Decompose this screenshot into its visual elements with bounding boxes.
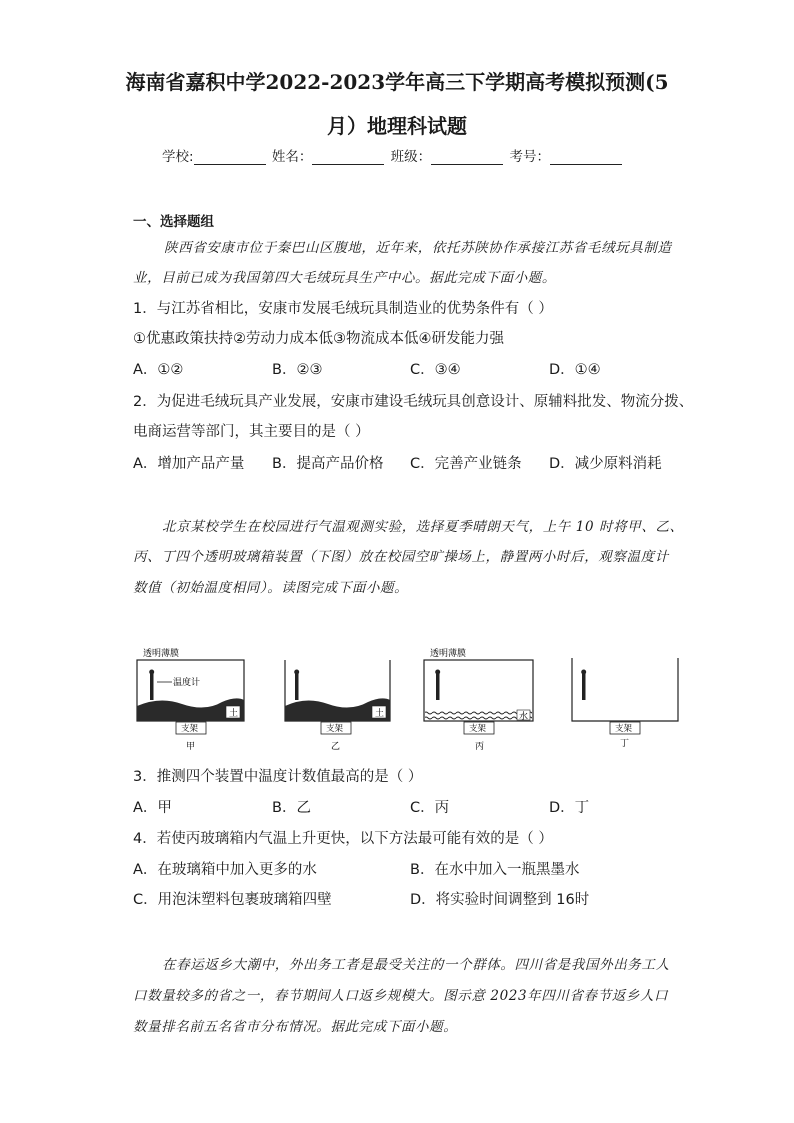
school-label: 学校:: [162, 149, 194, 165]
q2-option-d[interactable]: D．减少原料消耗: [549, 456, 662, 472]
name-label: 姓名：: [271, 149, 313, 165]
water-bing: [425, 710, 532, 720]
thermometer-bulb-yi: [294, 670, 299, 675]
q3-option-d[interactable]: D．丁: [549, 800, 590, 816]
thermometer-bulb-jia: [149, 670, 154, 675]
thermometer-jia: [150, 672, 154, 700]
device-bing: [424, 647, 533, 752]
q1-option-b[interactable]: B．②③: [272, 362, 323, 378]
passage3-line2: 口数量较多的省之一，春节期间人口返乡规模大。图示意 2023年四川省春节返乡人口: [133, 988, 669, 1004]
passage3-line3: 数量排名前五名省市分布情况。据此完成下面小题。: [133, 1019, 458, 1035]
soil-label-jia: 土: [229, 709, 239, 719]
thermometer-label: 温度计: [173, 678, 201, 688]
device-label-yi: 乙: [331, 742, 341, 752]
device-label-ding: 丁: [620, 739, 630, 749]
q2-option-b[interactable]: B．提高产品价格: [272, 456, 384, 472]
thermometer-bulb-ding: [581, 670, 586, 675]
name-blank: [312, 150, 384, 165]
film-label-jia: 透明薄膜: [143, 649, 180, 659]
thermometer-bulb-bing: [435, 670, 440, 675]
passage2-line1: 北京某校学生在校园进行气温观测实验，选择夏季晴朗天气，上午 10 时将甲、乙、: [162, 519, 684, 535]
stand-label-ding: 支架: [615, 724, 633, 734]
soil-label-yi: 土: [375, 709, 385, 719]
q2-stem-line2: 电商运营等部门，其主要目的是（ ）: [133, 424, 370, 440]
q4-stem: 4．若使丙玻璃箱内气温上升更快，以下方法最可能有效的是（ ）: [133, 831, 553, 847]
exam-title-line1: 海南省嘉积中学2022-2023学年高三下学期高考模拟预测(5: [125, 70, 669, 94]
device-yi: [285, 660, 390, 752]
device-jia: [137, 647, 244, 752]
q3-option-c[interactable]: C．丙: [410, 800, 450, 816]
q4-option-b[interactable]: B．在水中加入一瓶黑墨水: [410, 862, 580, 878]
device-ding: [572, 658, 678, 749]
q1-items: ①优惠政策扶持②劳动力成本低③物流成本低④研发能力强: [133, 331, 504, 347]
q4-option-d[interactable]: D．将实验时间调整到 16时: [410, 892, 590, 908]
device-label-jia: 甲: [186, 742, 196, 752]
section-heading: 一、选择题组: [133, 214, 214, 230]
q1-stem: 1．与江苏省相比，安康市发展毛绒玩具制造业的优势条件有（ ）: [133, 301, 553, 317]
q1-option-c[interactable]: C．③④: [410, 362, 461, 378]
stand-label-yi: 支架: [326, 724, 344, 734]
stand-label-jia: 支架: [181, 724, 199, 734]
thermometer-ding: [582, 672, 586, 700]
passage1-line2: 业，目前已成为我国第四大毛绒玩具生产中心。据此完成下面小题。: [133, 270, 556, 286]
q3-stem: 3．推测四个装置中温度计数值最高的是（ ）: [133, 769, 423, 785]
q4-option-a[interactable]: A．在玻璃箱中加入更多的水: [133, 862, 317, 878]
exam-no-label: 考号：: [509, 149, 550, 165]
passage2-line3: 数值（初始温度相同）。读图完成下面小题。: [133, 580, 409, 596]
q1-option-a[interactable]: A．①②: [133, 362, 184, 378]
q2-option-a[interactable]: A．增加产品产量: [133, 456, 245, 472]
film-label-bing: 透明薄膜: [430, 649, 467, 659]
class-blank: [431, 150, 503, 165]
stand-label-bing: 支架: [469, 724, 487, 734]
class-label: 班级：: [390, 149, 432, 165]
q3-option-b[interactable]: B．乙: [272, 800, 311, 816]
q2-stem-line1: 2．为促进毛绒玩具产业发展，安康市建设毛绒玩具创意设计、原辅料批发、物流分拨、: [133, 394, 694, 410]
thermometer-yi: [295, 672, 299, 700]
q1-option-d[interactable]: D．①④: [549, 362, 601, 378]
water-label: 水: [519, 712, 529, 722]
passage1-line1: 陕西省安康市位于秦巴山区腹地，近年来，依托苏陕协作承接江苏省毛绒玩具制造: [164, 240, 672, 256]
passage3-line1: 在春运返乡大潮中，外出务工者是最受关注的一个群体。四川省是我国外出务工人: [162, 957, 670, 973]
open-box-ding: [572, 658, 678, 721]
device-label-bing: 丙: [475, 742, 485, 752]
q2-option-c[interactable]: C．完善产业链条: [410, 456, 522, 472]
q4-option-c[interactable]: C．用泡沫塑料包裹玻璃箱四壁: [133, 892, 332, 908]
thermometer-bing: [436, 672, 440, 700]
exam-title-line2: 月）地理科试题: [327, 114, 467, 138]
q3-option-a[interactable]: A．甲: [133, 800, 172, 816]
school-blank: [194, 150, 266, 165]
experiment-figure: [0, 640, 794, 755]
exam-no-blank: [550, 150, 622, 165]
student-info-row: [162, 145, 624, 165]
passage2-line2: 丙、丁四个透明玻璃箱装置（下图）放在校园空旷操场上，静置两小时后，观察温度计: [133, 549, 669, 565]
